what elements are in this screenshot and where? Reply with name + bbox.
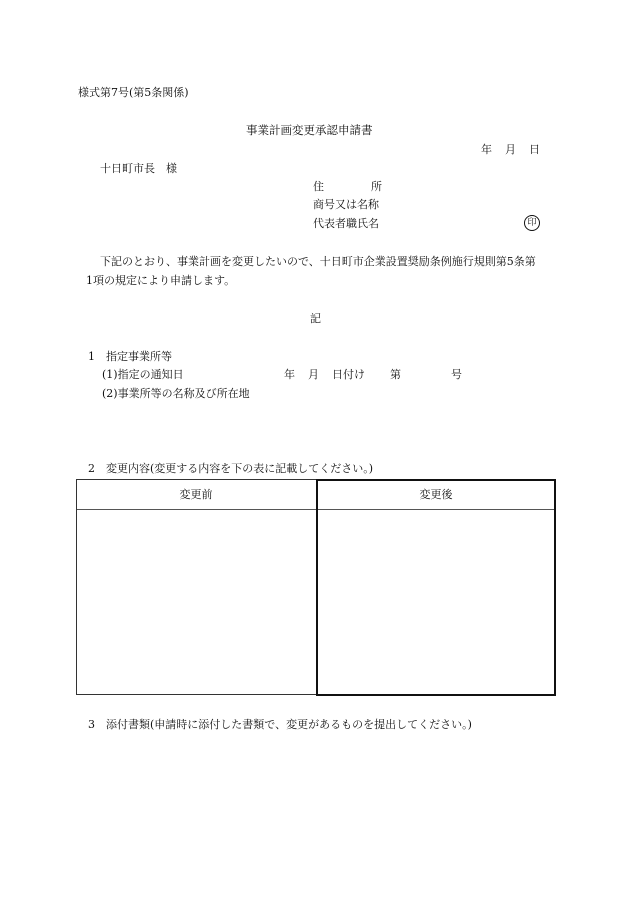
section-2-heading: 2 変更内容(変更する内容を下の表に記載してください。) xyxy=(88,462,374,475)
addressee: 十日町市長 様 xyxy=(100,162,177,175)
body-text-line-1: 下記のとおり、事業計画を変更したいので、十日町市企業設置奨励条例施行規則第5条第 xyxy=(100,255,536,268)
notification-year: 年 xyxy=(284,368,295,381)
seal-mark: 印 xyxy=(524,215,540,231)
form-number: 様式第7号(第5条関係) xyxy=(78,86,189,99)
notification-dated: 日付け xyxy=(332,368,365,381)
change-after-column xyxy=(316,479,556,696)
body-text-line-2: 1項の規定により申請します。 xyxy=(86,274,236,287)
notification-date-label: (1)指定の通知日 xyxy=(102,368,184,381)
document-title: 事業計画変更承認申請書 xyxy=(246,123,373,137)
address-label: 住 xyxy=(313,180,324,193)
address-label-2: 所 xyxy=(371,180,382,193)
date-month: 月 xyxy=(505,143,516,156)
notification-month: 月 xyxy=(308,368,319,381)
ki-heading: 記 xyxy=(310,312,321,325)
business-name-label: 商号又は名称 xyxy=(313,198,379,211)
notification-number-suffix: 号 xyxy=(451,368,462,381)
representative-label: 代表者職氏名 xyxy=(313,217,379,230)
notification-number-prefix: 第 xyxy=(390,368,401,381)
column-before-header: 変更前 xyxy=(179,488,213,501)
section-1-heading: 1 指定事業所等 xyxy=(88,350,172,363)
date-day: 日 xyxy=(529,143,540,156)
section-3-heading: 3 添付書類(申請時に添付した書類で、変更があるものを提出してください。) xyxy=(88,718,472,731)
column-after-header: 変更後 xyxy=(419,488,453,501)
office-name-location-label: (2)事業所等の名称及び所在地 xyxy=(102,387,250,400)
date-year: 年 xyxy=(481,143,492,156)
